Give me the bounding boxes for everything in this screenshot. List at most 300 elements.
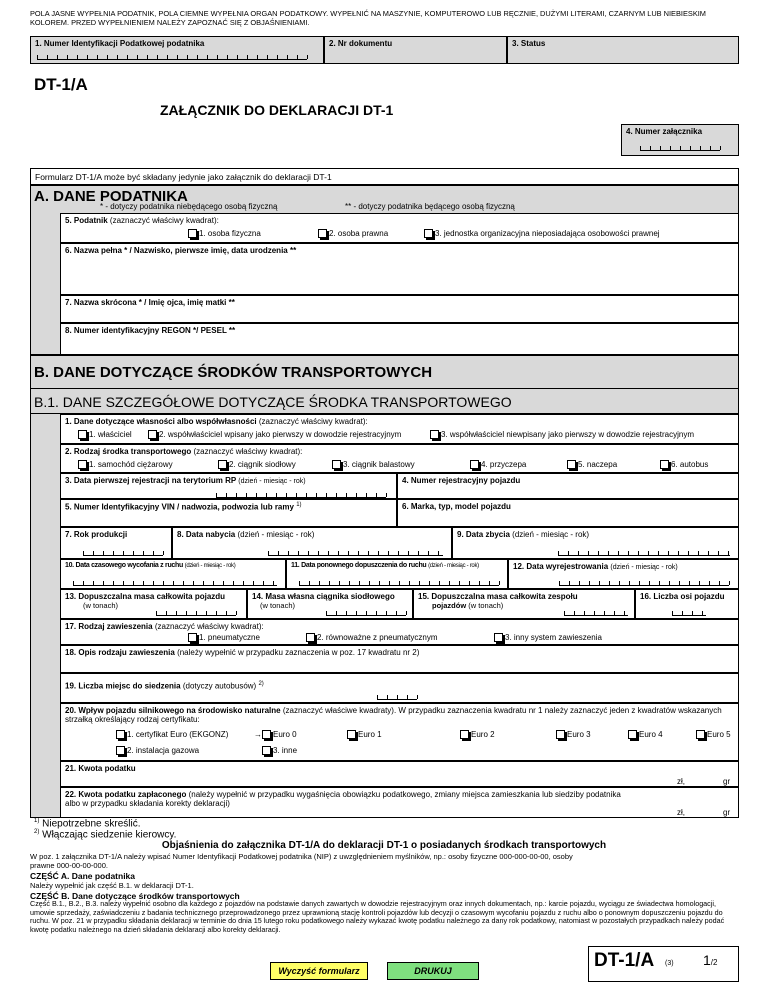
comb-tick	[439, 581, 440, 585]
comb-tick	[113, 581, 114, 585]
a5-option-3-label: 3. jednostka organizacyjna nieposiadająca osobowości prawnej	[435, 229, 660, 238]
field-b8-note: (dzień - miesiąc - rok)	[237, 530, 315, 539]
b2-option-3[interactable]	[332, 460, 415, 469]
explanations-part-b-text: Część B.1., B.2., B.3. należy wypełnić osobno dla każdego z pojazdów na podstawie danych zawartych w dowodzie rejestracyjnym oraz innych dokumentach, np.: karcie pojazdu, wyciągu ze świadectwa homologacji, umowie sprzedaży, zaświadczeniu z badania technicznego przeprowadzonego przez uprawnioną stację kontroli pojazdów lub decyzji o czasowym wycofaniu pojazdu z ruchu albo o ponownym dopuszczeniu pojazdu do ruchu. W poz. 21 w przypadku składania deklaracji w terminie do dnia 15 lutego roku podatkowego należy wykazać kwotę podatku należnego za dany rok podatkowy, natomiast w pozostałych przypadkach należy podać kwotę podatku należnego na dzień składania deklaracji albo korekty deklaracji.	[30, 899, 725, 934]
euro-0-label: Euro 0	[273, 730, 297, 739]
field-b11[interactable]	[286, 559, 508, 589]
comb-tick	[306, 493, 307, 497]
field-b3[interactable]	[60, 473, 397, 499]
euro-4[interactable]	[628, 730, 663, 739]
field-a5	[60, 213, 739, 243]
b1-option-1[interactable]	[78, 430, 132, 439]
comb-tick	[127, 55, 128, 59]
comb-tick	[123, 581, 124, 585]
comb-tick	[266, 493, 267, 497]
comb-tick	[398, 551, 399, 555]
b1-option-3-label: 3. współwłaściciel niewpisany jako pierwszy w dowodzie rejestracyjnym	[441, 430, 694, 439]
b17-option-3-label: 3. inny system zawieszenia	[505, 633, 602, 642]
checkbox-icon[interactable]	[188, 229, 197, 238]
comb-tick	[103, 581, 104, 585]
comb-tick	[348, 551, 349, 555]
footnote-2	[34, 829, 176, 840]
comb-tick	[329, 581, 330, 585]
comb-tick	[349, 581, 350, 585]
field-a6[interactable]	[60, 243, 739, 295]
b20-option-3[interactable]	[262, 746, 297, 755]
field-b12-note: (dzień - miesiąc - rok)	[610, 564, 678, 571]
attachment-number-comb	[640, 147, 720, 151]
checkbox-icon[interactable]	[424, 229, 433, 238]
field-b13[interactable]	[60, 589, 247, 619]
comb-tick	[377, 695, 378, 699]
comb-tick	[319, 581, 320, 585]
comb-tick	[389, 581, 390, 585]
comb-tick	[359, 581, 360, 585]
comb-tick	[187, 55, 188, 59]
checkbox-icon[interactable]	[188, 633, 197, 642]
comb-tick	[346, 493, 347, 497]
b1-option-1-label: 1. właściciel	[89, 430, 132, 439]
checkbox-icon[interactable]	[262, 746, 271, 755]
field-b11-label: 11. Data ponownego dopuszczenia do ruchu	[291, 562, 427, 569]
form-title: ZAŁĄCZNIK DO DEKLARACJI DT-1	[160, 102, 394, 118]
euro-3-label: Euro 3	[567, 730, 591, 739]
comb-tick	[133, 551, 134, 555]
field-b15[interactable]	[413, 589, 635, 619]
a5-option-3[interactable]	[424, 229, 660, 238]
b2-option-1[interactable]	[78, 460, 173, 469]
field-b1-note: (zaznaczyć właściwy kwadrat):	[258, 417, 368, 426]
doc-number-label: 2. Nr dokumentu	[329, 39, 393, 48]
footer-page-total: /2	[710, 958, 718, 967]
comb-tick	[386, 493, 387, 497]
field-b22[interactable]	[60, 787, 739, 818]
b22-currency-zl: zł,	[677, 808, 685, 817]
comb-tick	[73, 581, 74, 585]
euro-5-label: Euro 5	[707, 730, 731, 739]
field-b21-label: 21. Kwota podatku	[65, 764, 136, 773]
field-b12[interactable]	[508, 559, 739, 589]
checkbox-icon[interactable]	[262, 730, 271, 739]
comb-tick	[213, 581, 214, 585]
comb-tick	[83, 581, 84, 585]
field-a5-label: 5. Podatnik	[65, 216, 108, 225]
comb-tick	[328, 551, 329, 555]
comb-tick	[273, 581, 274, 585]
checkbox-icon[interactable]	[318, 229, 327, 238]
footer-version: (3)	[665, 960, 674, 967]
euro-2[interactable]	[460, 730, 495, 739]
field-b4-label: 4. Numer rejestracyjny pojazdu	[402, 476, 521, 485]
comb-tick	[386, 611, 387, 615]
nip-label: 1. Numer Identyfikacji Podatkowej podatnika	[35, 39, 205, 48]
comb-tick	[598, 551, 599, 555]
comb-tick	[243, 581, 244, 585]
a5-option-2-label: 2. osoba prawna	[329, 229, 389, 238]
comb-tick	[369, 581, 370, 585]
comb-tick	[594, 611, 595, 615]
field-b15-label: 15. Dopuszczalna masa całkowita zespołu	[418, 592, 578, 601]
comb-tick	[309, 581, 310, 585]
b17-option-1[interactable]	[188, 633, 260, 642]
comb-tick	[97, 55, 98, 59]
field-a7-label: 7. Nazwa skrócona * / Imię ojca, imię matki **	[65, 298, 235, 307]
b2-option-2[interactable]	[218, 460, 296, 469]
comb-tick	[207, 55, 208, 59]
comb-tick	[649, 581, 650, 585]
field-b14-label: 14. Masa własna ciągnika siodłowego	[252, 592, 395, 601]
field-b15-note: (w tonach)	[468, 601, 504, 610]
checkbox-icon[interactable]	[148, 430, 157, 439]
checkbox-icon[interactable]	[347, 730, 356, 739]
checkbox-icon[interactable]	[78, 430, 87, 439]
comb-tick	[608, 551, 609, 555]
footer-page	[703, 952, 717, 968]
comb-tick	[156, 611, 157, 615]
b1-option-2-label: 2. współwłaściciel wpisany jako pierwszy w dowodzie rejestracyjnym	[159, 430, 402, 439]
comb-tick	[680, 146, 681, 150]
print-button[interactable]: DRUKUJ	[387, 962, 479, 980]
euro-0[interactable]	[262, 730, 297, 739]
b2-option-4[interactable]	[470, 460, 526, 469]
nip-field[interactable]	[30, 36, 324, 64]
comb-tick	[166, 611, 167, 615]
explanations-title: Objaśnienia do załącznika DT-1/A do deklaracji DT-1 o posiadanych środkach transportowych	[161, 840, 607, 851]
b20-option-1[interactable]	[116, 730, 228, 739]
comb-tick	[408, 551, 409, 555]
comb-tick	[316, 493, 317, 497]
clear-form-button[interactable]: Wyczyść formularz	[270, 962, 368, 980]
comb-tick	[276, 493, 277, 497]
comb-tick	[378, 551, 379, 555]
comb-tick	[268, 551, 269, 555]
field-b8[interactable]	[172, 527, 452, 559]
comb-tick	[223, 581, 224, 585]
checkbox-icon[interactable]	[332, 460, 341, 469]
comb-tick	[67, 55, 68, 59]
comb-tick	[288, 551, 289, 555]
checkbox-icon[interactable]	[660, 460, 669, 469]
footnote-1-marker: 1)	[34, 818, 40, 824]
attachment-number-label: 4. Numer załącznika	[626, 127, 703, 136]
checkbox-icon[interactable]	[470, 460, 479, 469]
field-a8[interactable]	[60, 323, 739, 355]
field-b13-note: (w tonach)	[83, 601, 119, 610]
comb-tick	[564, 611, 565, 615]
b2-option-6[interactable]	[660, 460, 708, 469]
status-field	[507, 36, 739, 64]
b21-currency-gr: gr	[723, 777, 731, 786]
form-code: DT-1/A	[34, 75, 88, 94]
comb-tick	[226, 611, 227, 615]
comb-tick	[339, 581, 340, 585]
field-b1-label: 1. Dane dotyczące własności albo współwłasności	[65, 417, 257, 426]
comb-tick	[689, 581, 690, 585]
comb-tick	[682, 611, 683, 615]
comb-tick	[584, 611, 585, 615]
checkbox-icon[interactable]	[78, 460, 87, 469]
comb-tick	[558, 551, 559, 555]
comb-tick	[672, 611, 673, 615]
section-a-title: A. DANE PODATNIKA	[34, 188, 188, 205]
field-b14-note: (w tonach)	[260, 601, 296, 610]
b7-comb	[83, 552, 163, 556]
field-b18[interactable]	[60, 645, 739, 673]
field-b3-note: (dzień - miesiąc - rok)	[238, 478, 306, 485]
comb-tick	[236, 493, 237, 497]
comb-tick	[379, 581, 380, 585]
comb-tick	[346, 611, 347, 615]
b1-option-2[interactable]	[148, 430, 401, 439]
comb-tick	[624, 611, 625, 615]
arrow-icon: →	[254, 730, 262, 739]
field-b21[interactable]	[60, 761, 739, 787]
comb-tick	[429, 581, 430, 585]
comb-tick	[143, 581, 144, 585]
field-a6-label: 6. Nazwa pełna * / Nazwisko, pierwsze imię, data urodzenia **	[65, 246, 297, 255]
comb-tick	[203, 581, 204, 585]
comb-tick	[133, 581, 134, 585]
comb-tick	[659, 581, 660, 585]
euro-1-label: Euro 1	[358, 730, 382, 739]
a5-option-1[interactable]	[188, 229, 261, 238]
euro-3[interactable]	[556, 730, 591, 739]
comb-tick	[710, 146, 711, 150]
field-b11-note: (dzień - miesiąc - rok)	[428, 563, 479, 569]
field-b9[interactable]	[452, 527, 739, 559]
b17-option-3[interactable]	[494, 633, 602, 642]
field-b20-note: (zaznaczyć właściwe kwadraty). W przypadku zaznaczenia kwadratu nr 1 należy zaznaczyć jeden z kwadratów wskazanych strzałką określający rodzaj certyfikatu:	[65, 706, 722, 724]
b2-option-5-label: 5. naczepa	[578, 460, 618, 469]
field-b5-label: 5. Numer Identyfikacyjny VIN / nadwozia, podwozia lub ramy	[65, 502, 294, 512]
comb-tick	[499, 581, 500, 585]
comb-tick	[702, 611, 703, 615]
comb-tick	[147, 55, 148, 59]
comb-tick	[569, 581, 570, 585]
b8-date-comb	[268, 552, 443, 556]
comb-tick	[278, 551, 279, 555]
comb-tick	[123, 551, 124, 555]
b21-currency-zl: zł,	[677, 777, 685, 786]
field-b15-label-cont: pojazdów	[432, 601, 467, 610]
comb-tick	[614, 611, 615, 615]
comb-tick	[87, 55, 88, 59]
comb-tick	[579, 581, 580, 585]
comb-tick	[77, 55, 78, 59]
b10-date-comb	[73, 582, 277, 586]
b20-option-3-label: 3. inne	[273, 746, 298, 755]
b17-option-1-label: 1. pneumatyczne	[199, 633, 260, 642]
field-a8-label: 8. Numer identyfikacyjny REGON */ PESEL **	[65, 326, 236, 335]
comb-tick	[459, 581, 460, 585]
attachment-number-field[interactable]	[621, 124, 739, 156]
field-b16[interactable]	[635, 589, 739, 619]
comb-tick	[719, 581, 720, 585]
comb-tick	[267, 55, 268, 59]
comb-tick	[698, 551, 699, 555]
comb-tick	[153, 581, 154, 585]
section-a-note-2: ** - dotyczy podatnika będącego osobą fizyczną	[345, 202, 515, 211]
comb-tick	[409, 581, 410, 585]
field-b6-label: 6. Marka, typ, model pojazdu	[402, 502, 511, 511]
euro-1[interactable]	[347, 730, 382, 739]
b1-option-3[interactable]	[430, 430, 694, 439]
comb-tick	[137, 55, 138, 59]
field-b2-note: (zaznaczyć właściwy kwadrat):	[193, 447, 303, 456]
comb-tick	[599, 581, 600, 585]
comb-tick	[236, 611, 237, 615]
comb-tick	[406, 611, 407, 615]
checkbox-icon[interactable]	[494, 633, 503, 642]
comb-tick	[660, 146, 661, 150]
comb-tick	[307, 55, 308, 59]
comb-tick	[93, 551, 94, 555]
footnote-2-marker: 2)	[34, 829, 40, 835]
explanations-part-b-title: CZĘŚĆ B. Dane dotyczące środków transportowych	[30, 891, 240, 901]
comb-tick	[366, 493, 367, 497]
b22-currency-gr: gr	[723, 808, 731, 817]
field-b8-label: 8. Data nabycia	[177, 530, 236, 539]
checkbox-icon[interactable]	[556, 730, 565, 739]
field-b5[interactable]	[60, 499, 397, 527]
comb-tick	[216, 611, 217, 615]
checkbox-icon[interactable]	[460, 730, 469, 739]
field-b10-label: 10. Data czasowego wycofania z ruchu	[65, 562, 183, 569]
comb-tick	[277, 55, 278, 59]
field-b19[interactable]	[60, 673, 739, 703]
field-b14[interactable]	[247, 589, 413, 619]
explanations-part-a-title: CZĘŚĆ A. Dane podatnika	[30, 871, 136, 881]
comb-tick	[678, 551, 679, 555]
a5-option-2[interactable]	[318, 229, 388, 238]
checkbox-icon[interactable]	[628, 730, 637, 739]
b2-option-3-label: 3. ciągnik balastowy	[343, 460, 415, 469]
b2-option-6-label: 6. autobus	[671, 460, 709, 469]
explanations-part-a-text: Należy wypełnić jak część B.1. w deklaracji DT-1.	[30, 881, 194, 890]
comb-tick	[173, 581, 174, 585]
footnote-1-text: Niepotrzebne skreślić.	[42, 818, 141, 830]
b17-option-2-label: 2. równoważne z pneumatycznym	[317, 633, 438, 642]
field-b3-label: 3. Data pierwszej rejestracji na terytorium RP	[65, 476, 237, 485]
comb-tick	[638, 551, 639, 555]
b9-date-comb	[558, 552, 730, 556]
comb-tick	[336, 611, 337, 615]
comb-tick	[326, 493, 327, 497]
b14-comb	[326, 612, 406, 616]
b2-option-5[interactable]	[567, 460, 617, 469]
comb-tick	[709, 581, 710, 585]
field-b7[interactable]	[60, 527, 172, 559]
nip-comb	[37, 56, 307, 60]
b2-option-2-label: 2. ciągnik siodłowy	[229, 460, 296, 469]
comb-tick	[489, 581, 490, 585]
comb-tick	[287, 55, 288, 59]
field-b17-note: (zaznaczyć właściwy kwadrat):	[154, 622, 264, 631]
comb-tick	[93, 581, 94, 585]
explanations-p1: W poz. 1 załącznika DT-1/A należy wpisać Numer Identyfikacji Podatkowej podatnika (NIP) z uwzględnieniem myślników, np.: osoby fizyczne 000-000-00-00, osoby prawne 000-00-00-000.	[30, 852, 573, 870]
b20-option-2[interactable]	[116, 746, 199, 755]
comb-tick	[247, 55, 248, 59]
b17-option-2[interactable]	[306, 633, 438, 642]
b12-date-comb	[559, 582, 729, 586]
field-b20-label: 20. Wpływ pojazdu silnikowego na środowisko naturalne	[65, 706, 281, 715]
comb-tick	[589, 581, 590, 585]
comb-tick	[469, 581, 470, 585]
comb-tick	[428, 551, 429, 555]
comb-tick	[417, 695, 418, 699]
comb-tick	[376, 493, 377, 497]
section-b-title: B. DANE DOTYCZĄCE ŚRODKÓW TRANSPORTOWYCH	[34, 364, 433, 381]
comb-tick	[57, 55, 58, 59]
comb-tick	[578, 551, 579, 555]
comb-tick	[298, 551, 299, 555]
comb-tick	[376, 611, 377, 615]
field-b18-label: 18. Opis rodzaju zawieszenia	[65, 648, 175, 657]
euro-4-label: Euro 4	[639, 730, 663, 739]
comb-tick	[299, 581, 300, 585]
status-label: 3. Status	[512, 39, 546, 48]
field-b10-note: (dzień - miesiąc - rok)	[184, 563, 236, 569]
b2-option-1-label: 1. samochód ciężarowy	[89, 460, 173, 469]
comb-tick	[183, 581, 184, 585]
b11-date-comb	[299, 582, 499, 586]
field-b4[interactable]	[397, 473, 739, 499]
comb-tick	[658, 551, 659, 555]
field-b6[interactable]	[397, 499, 739, 527]
comb-tick	[387, 695, 388, 699]
comb-tick	[728, 551, 729, 555]
comb-tick	[196, 611, 197, 615]
field-b22-note: (należy wypełnić w przypadku wygaśnięcia obowiązku podatkowego, zmiany miejsca zamieszkania lub siedziby podatnika albo w przypadku składania korekty deklaracji)	[65, 790, 621, 808]
comb-tick	[206, 611, 207, 615]
checkbox-icon[interactable]	[306, 633, 315, 642]
field-a7[interactable]	[60, 295, 739, 323]
checkbox-icon[interactable]	[567, 460, 576, 469]
comb-tick	[397, 695, 398, 699]
comb-tick	[308, 551, 309, 555]
comb-tick	[418, 551, 419, 555]
comb-tick	[217, 55, 218, 59]
checkbox-icon[interactable]	[116, 746, 125, 755]
comb-tick	[700, 146, 701, 150]
field-a5-note: (zaznaczyć właściwy kwadrat):	[109, 216, 219, 225]
checkbox-icon[interactable]	[218, 460, 227, 469]
comb-tick	[670, 146, 671, 150]
checkbox-icon[interactable]	[696, 730, 705, 739]
comb-tick	[559, 581, 560, 585]
comb-tick	[163, 551, 164, 555]
comb-tick	[83, 551, 84, 555]
comb-tick	[253, 581, 254, 585]
comb-tick	[449, 581, 450, 585]
comb-tick	[257, 55, 258, 59]
comb-tick	[668, 551, 669, 555]
comb-tick	[692, 611, 693, 615]
field-b10[interactable]	[60, 559, 286, 589]
field-b12-label: 12. Data wyrejestrowania	[513, 562, 609, 571]
field-b7-label: 7. Rok produkcji	[65, 530, 128, 539]
field-b19-footnote: 2)	[258, 681, 264, 687]
checkbox-icon[interactable]	[116, 730, 125, 739]
comb-tick	[629, 581, 630, 585]
comb-tick	[336, 493, 337, 497]
checkbox-icon[interactable]	[430, 430, 439, 439]
comb-tick	[720, 146, 721, 150]
comb-tick	[648, 551, 649, 555]
comb-tick	[407, 695, 408, 699]
doc-number-field	[324, 36, 507, 64]
euro-5[interactable]	[696, 730, 731, 739]
